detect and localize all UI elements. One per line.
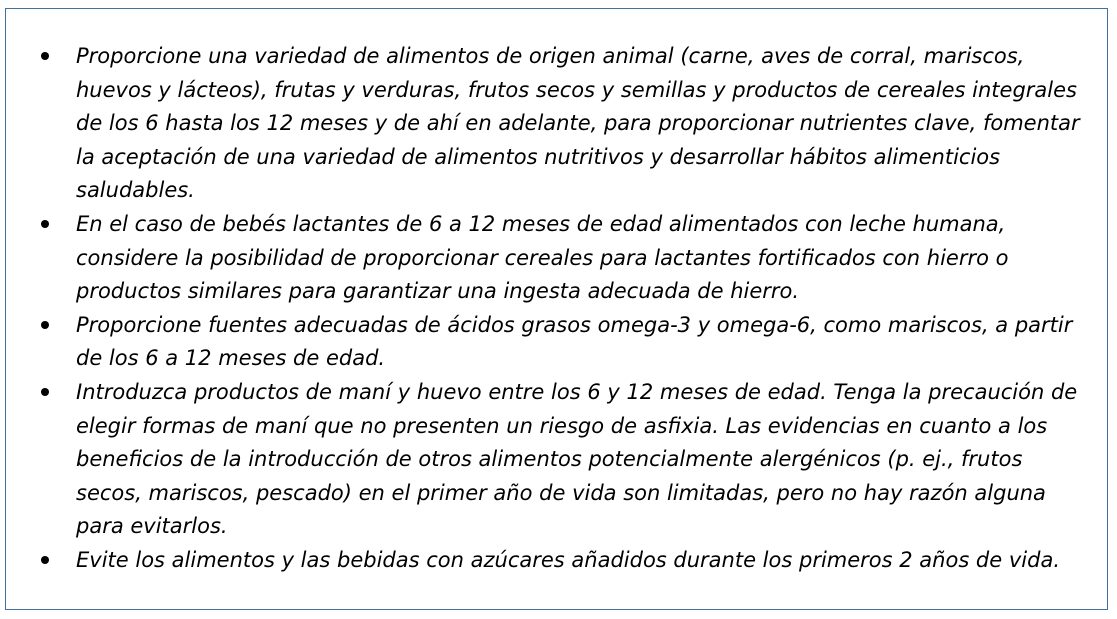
bullet-icon bbox=[41, 388, 49, 396]
list-item bbox=[6, 376, 1109, 544]
list-item-text: Proporcione fuentes adecuadas de ácidos grasos omega-3 y omega-6, como mariscos, a partir de los 6 a 12 meses de edad. bbox=[76, 312, 1073, 371]
bullet-icon bbox=[41, 321, 49, 329]
bullet-icon bbox=[41, 556, 49, 564]
list-item-text: Introduzca productos de maní y huevo entre los 6 y 12 meses de edad. Tenga la precaución de elegir formas de maní que no presenten un riesgo de asfixia. Las evidencias en cuanto a los beneficios de la introducción de otros alimentos potencialmente alergénicos (p. ej., frutos secos, mariscos, pescado) en el primer año de vida son limitadas, pero no hay razón alguna para evitarlos. bbox=[76, 379, 1078, 539]
bullet-icon bbox=[41, 52, 49, 60]
recommendation-list bbox=[6, 40, 1109, 578]
list-item bbox=[6, 309, 1109, 376]
recommendations-box bbox=[5, 8, 1108, 610]
list-item-text: En el caso de bebés lactantes de 6 a 12 meses de edad alimentados con leche humana, considere la posibilidad de proporcionar cereales para lactantes fortificados con hierro o productos similares para garantizar una ingesta adecuada de hierro. bbox=[76, 211, 1009, 304]
list-item bbox=[6, 208, 1109, 309]
list-item bbox=[6, 40, 1109, 208]
list-item-text: Evite los alimentos y las bebidas con azúcares añadidos durante los primeros 2 años de vida. bbox=[76, 547, 1060, 572]
list-item bbox=[6, 544, 1109, 578]
bullet-icon bbox=[41, 220, 49, 228]
list-item-text: Proporcione una variedad de alimentos de origen animal (carne, aves de corral, mariscos, huevos y lácteos), frutas y verduras, frutos secos y semillas y productos de cereales integrales de los 6 hasta los 12 meses y de ahí en adelante, para proporcionar nutrientes clave, fomentar la aceptación de una variedad de alimentos nutritivos y desarrollar hábitos alimenticios saludables. bbox=[76, 44, 1080, 203]
